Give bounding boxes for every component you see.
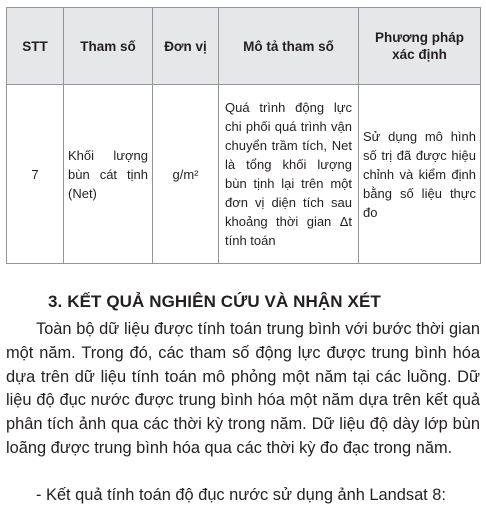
bullet-item: - Kết quả tính toán độ đục nước sử dụng ảnh Landsat 8: — [36, 486, 446, 504]
paragraph-text: Toàn bộ dữ liệu được tính toán trung bình với bước thời gian một năm. Trong đó, các tham số động lực được trung bình hóa dựa trên dữ liệu tính toán mô phỏng một năm tại các luồng. Dữ liệu độ đục nước được trung bình hóa một năm dựa trên kết quả phân tích ảnh qua các thời kỳ trong năm. Dữ liệu độ dày lớp bùn loãng được trung bình hóa qua các thời kỳ đo đạc trong năm. — [6, 320, 480, 457]
header-param: Tham số — [64, 8, 153, 85]
table-row — [7, 85, 481, 264]
table-header-row — [7, 8, 481, 85]
cell-stt: 7 — [7, 85, 64, 264]
cell-method: Sử dụng mô hình số trị đã được hiệu chỉnh và kiểm định bằng số liệu thực đo — [359, 85, 481, 264]
header-desc: Mô tả tham số — [219, 8, 359, 85]
cell-desc: Quá trình động lực chi phối quá trình vận chuyển trầm tích, Net là tổng khối lượng bùn tịnh lại trên một đơn vị diện tích sau khoảng thời gian Δt tính toán — [219, 85, 359, 264]
section-heading: 3. KẾT QUẢ NGHIÊN CỨU VÀ NHẬN XÉT — [48, 292, 381, 311]
cell-unit: g/m² — [153, 85, 219, 264]
header-stt: STT — [7, 8, 64, 85]
section-paragraph — [6, 318, 480, 461]
header-unit: Đơn vị — [153, 8, 219, 85]
header-method: Phương pháp xác định — [359, 8, 481, 85]
cell-param: Khối lượng bùn cát tịnh (Net) — [64, 85, 153, 264]
parameter-table — [6, 7, 481, 264]
